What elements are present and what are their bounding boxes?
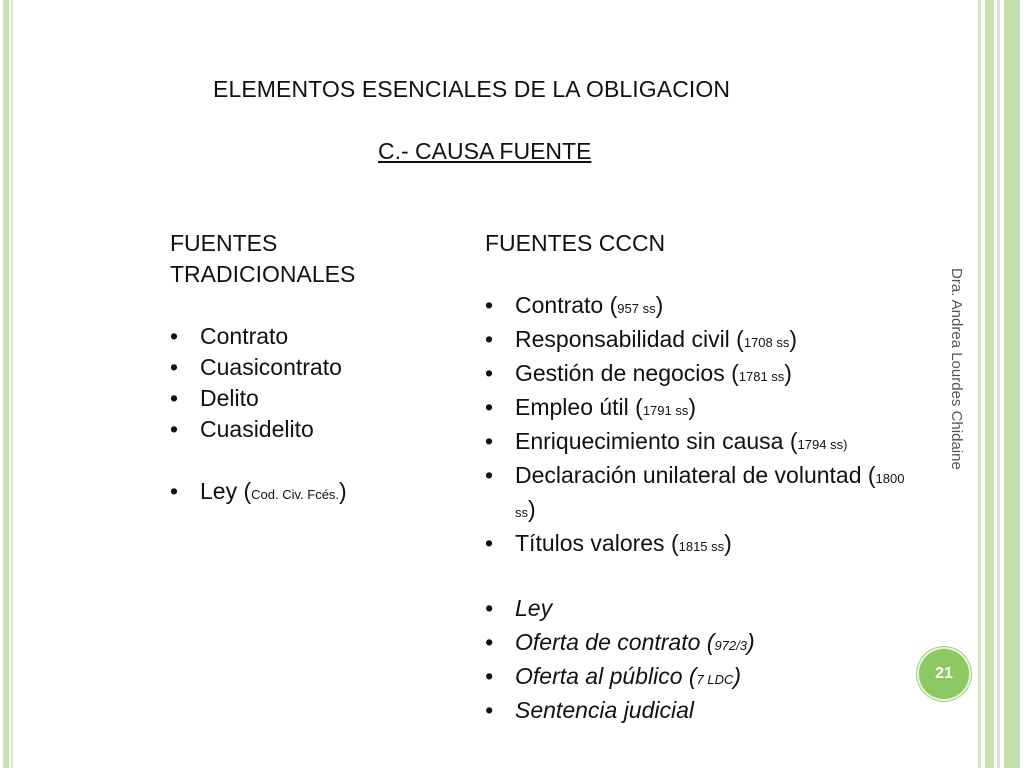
cccn-sources-column [485,228,915,729]
traditional-sources-column [170,228,450,510]
right-border-stripe [985,0,994,768]
list-item: • Cuasicontrato [170,352,450,383]
list-item: • Enriquecimiento sin causa (1794 ss) [485,426,915,460]
list-item: • Cuasidelito [170,414,450,445]
list-item: • Empleo útil (1791 ss) [485,392,915,426]
cccn-sources-list [485,290,915,562]
page-number-badge: 21 [917,647,971,701]
list-item: • Sentencia judicial [485,695,915,729]
list-item: • Contrato (957 ss) [485,290,915,324]
right-border-stripe [997,0,1000,768]
list-item: • Contrato [170,321,450,352]
list-item: • Oferta al público (7 LDC) [485,661,915,695]
left-border-stripe [3,0,9,768]
traditional-sources-heading: FUENTES TRADICIONALES [170,230,356,287]
list-item: • Responsabilidad civil (1708 ss) [485,324,915,358]
cccn-sources-heading: FUENTES CCCN [485,230,666,256]
right-border-stripe [978,0,981,768]
list-item: • Ley [485,593,915,627]
traditional-sources-list [170,321,450,445]
cccn-other-sources-list [485,593,915,729]
list-item-ley: • Ley (Cod. Civ. Fcés.) [170,476,450,510]
list-item: • Declaración unilateral de voluntad (1800 ss) [485,460,915,528]
list-item: • Gestión de negocios (1781 ss) [485,358,915,392]
left-border-stripe-thin [11,0,13,768]
author-credit: Dra. Andrea Lourdes Chidaine [948,268,965,470]
list-item: • Oferta de contrato (972/3) [485,627,915,661]
right-border-stripe [1004,0,1020,768]
slide-subtitle: C.- CAUSA FUENTE [378,138,592,164]
list-item: • Títulos valores (1815 ss) [485,528,915,562]
list-item: • Delito [170,383,450,414]
slide-title: ELEMENTOS ESENCIALES DE LA OBLIGACION [213,76,731,102]
